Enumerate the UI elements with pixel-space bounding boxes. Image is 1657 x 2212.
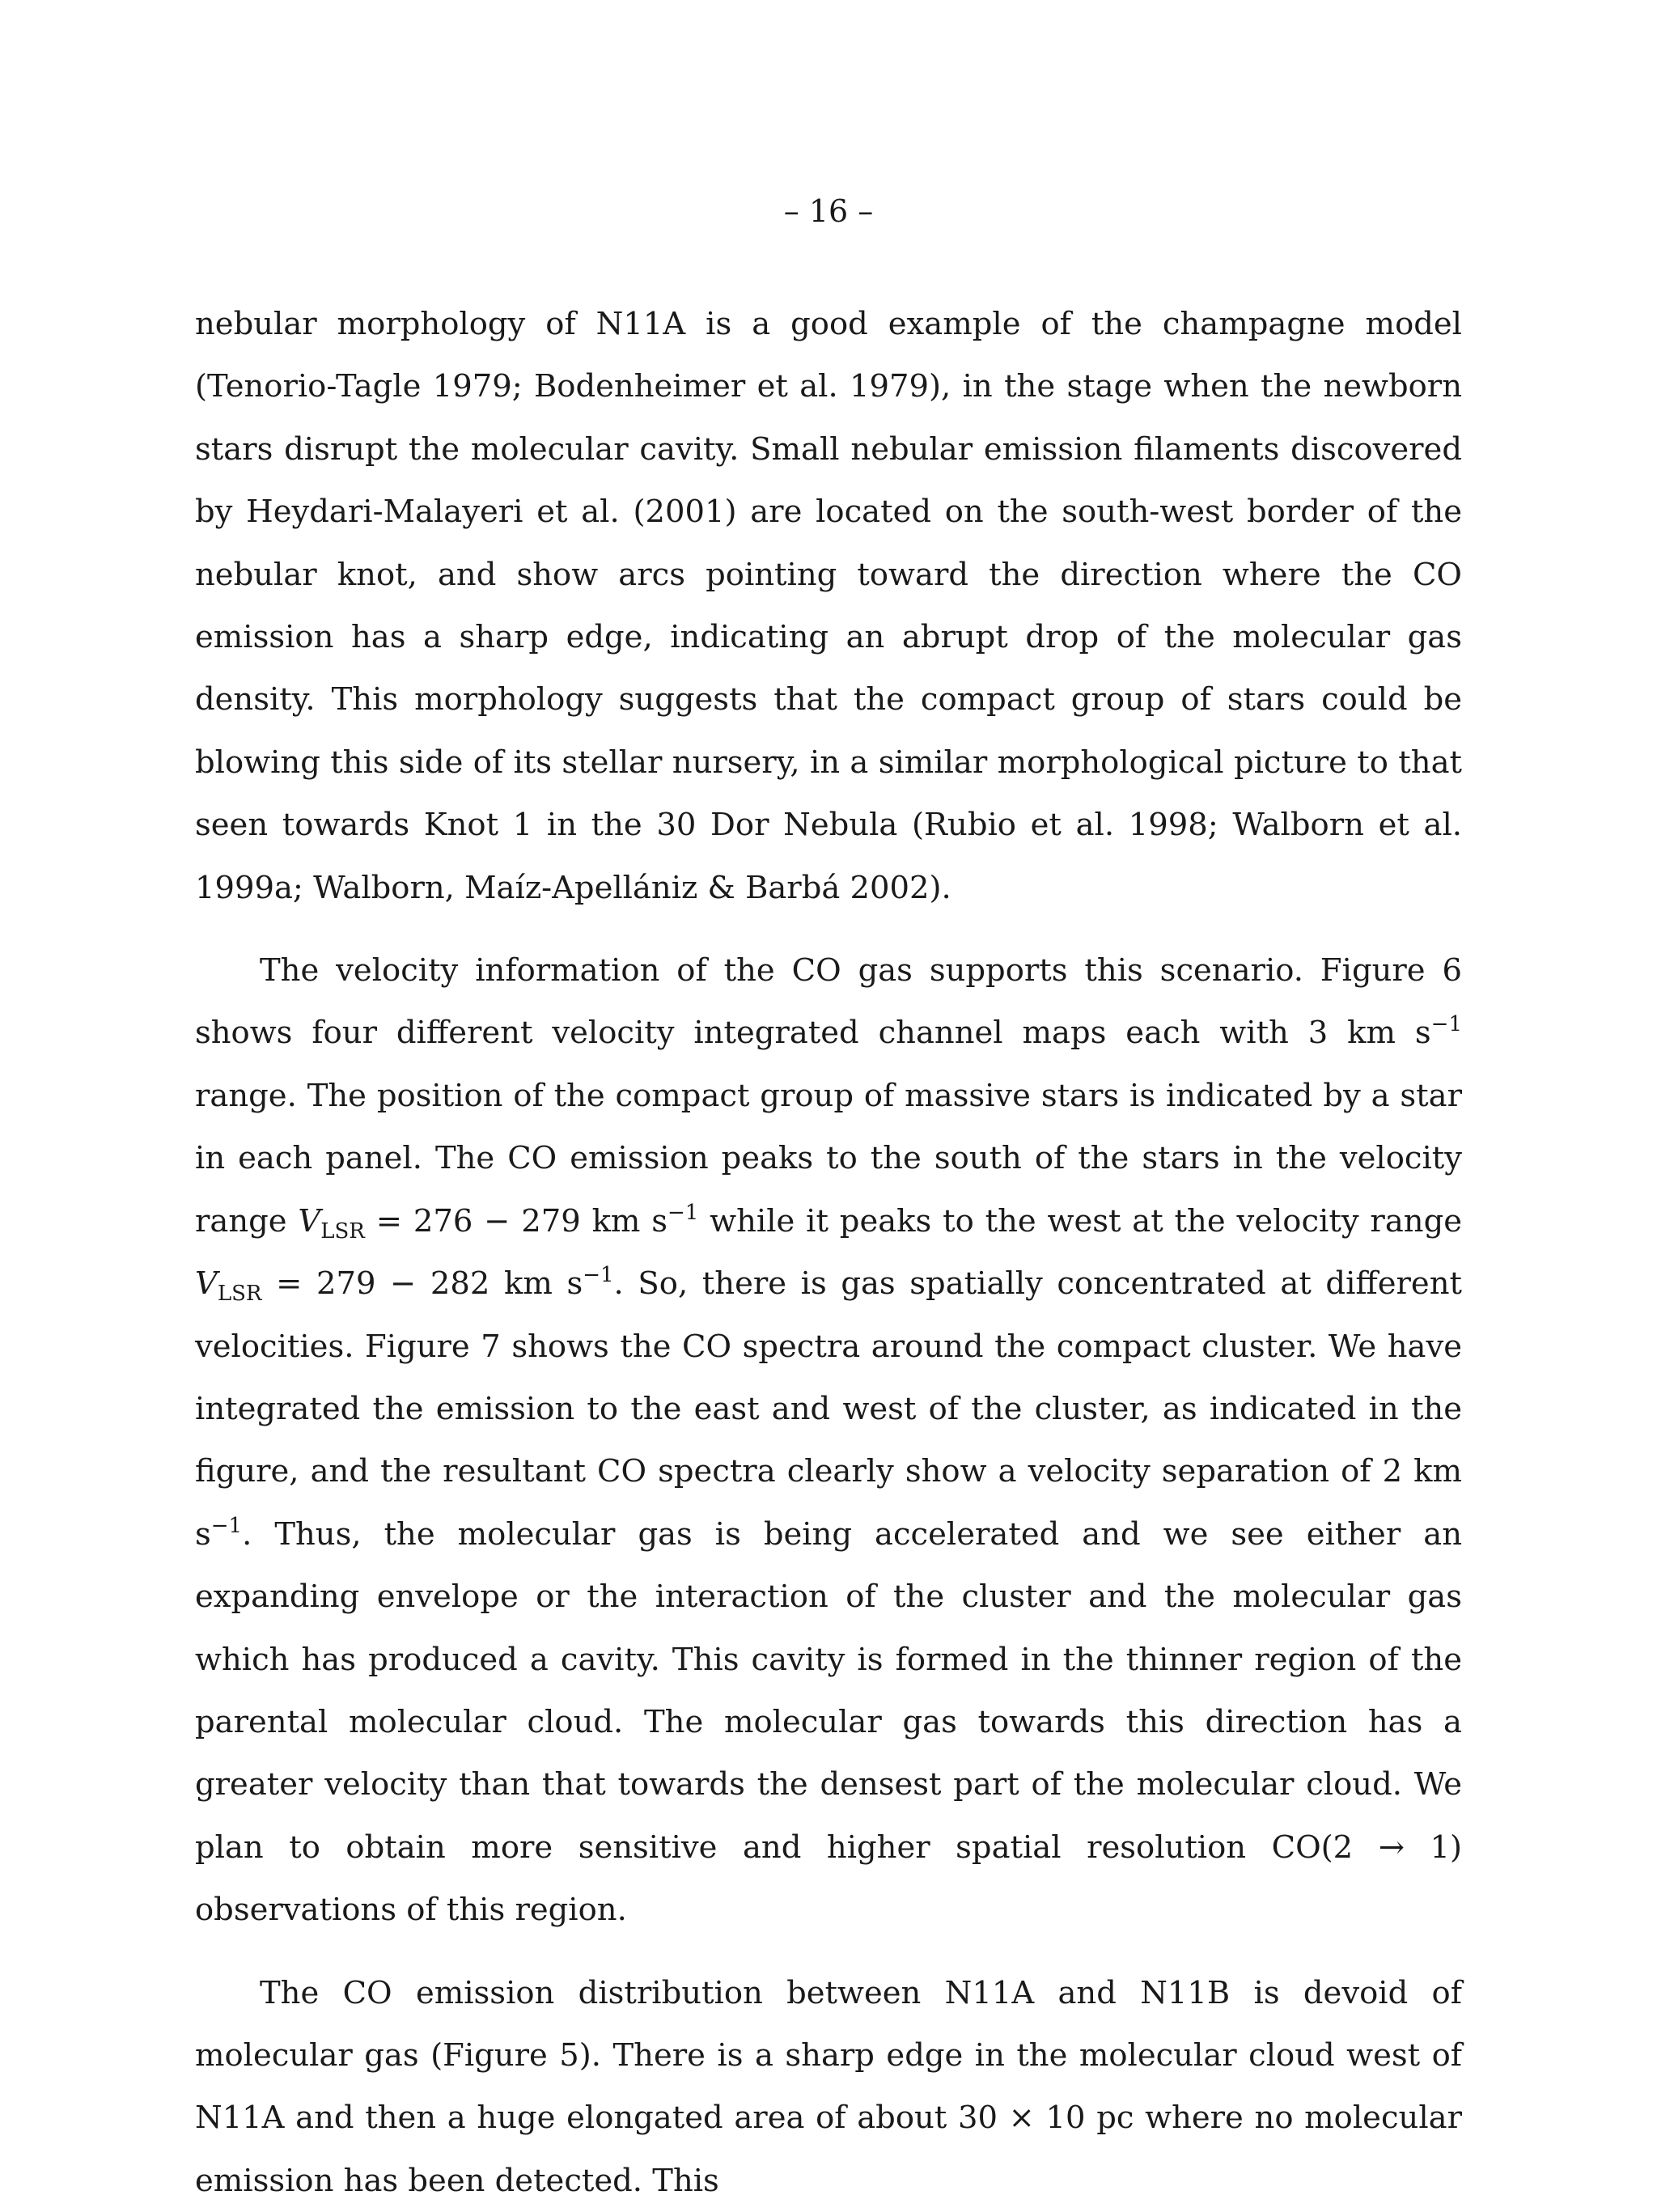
paragraph-2-text-3: = 276 − 279 km s: [364, 1202, 668, 1239]
superscript-exponent: −1: [583, 1263, 614, 1288]
paragraph-2-text-1: The velocity information of the CO gas supports this scenario. Figure 6 shows four different velocity integrated channel maps each with 3 km s: [195, 952, 1462, 1052]
velocity-symbol: V: [195, 1265, 218, 1303]
paragraph-2-text-4: while it peaks to the west at the velocity range: [698, 1202, 1462, 1239]
velocity-symbol: V: [298, 1202, 321, 1239]
subscript-lsr: LSR: [217, 1282, 262, 1307]
paragraph-2: [195, 939, 1462, 1942]
superscript-exponent: −1: [210, 1513, 243, 1538]
paragraph-2-text-5: = 279 − 282 km s: [261, 1265, 583, 1303]
body-text: [195, 293, 1462, 2212]
paragraph-3: The CO emission distribution between N11A and N11B is devoid of molecular gas (Figure 5). There is a sharp edge in the molecular cloud west of N11A and then a huge elongated area of about 30 × 10 pc where no molecular emission has been detected. This: [195, 1974, 1462, 2199]
subscript-lsr: LSR: [320, 1218, 365, 1244]
paragraph-2-text-6: . So, there is gas spatially concentrated at different velocities. Figure 7 shows the CO spectra around the compact cluster. We have integrated the emission to the east and west of the cluster, as indicated in the figure, and the resultant CO spectra clearly show a velocity separation of 2 km s: [195, 1265, 1462, 1553]
superscript-exponent: −1: [1430, 1012, 1462, 1037]
page-number: – 16 –: [783, 193, 874, 229]
paragraph-2-text-7: . Thus, the molecular gas is being accelerated and we see either an expanding envelope or the interaction of the cluster and the molecular gas which has produced a cavity. This cavity is formed in the thinner region of the parental molecular cloud. The molecular gas towards this direction has a greater velocity than that towards the densest part of the molecular cloud. We plan to obtain more sensitive and higher spatial resolution CO(2 → 1) observations of this region.: [195, 1515, 1462, 1929]
paragraph-2-text-2: range. The position of the compact group of massive stars is indicated by a star in each panel. The CO emission peaks to the south of the stars in the velocity range: [195, 1077, 1462, 1239]
superscript-exponent: −1: [667, 1200, 699, 1225]
paragraph-1: nebular morphology of N11A is a good example of the champagne model (Tenorio-Tagle 1979; Bodenheimer et al. 1979), in the stage when the newborn stars disrupt the molecular cavity. Small nebular emission filaments discovered by Heydari-Malayeri et al. (2001) are located on the south-west border of the nebular knot, and show arcs pointing toward the direction where the CO emission has a sharp edge, indicating an abrupt drop of the molecular gas density. This morphology suggests that the compact group of stars could be blowing this side of its stellar nursery, in a similar morphological picture to that seen towards Knot 1 in the 30 Dor Nebula (Rubio et al. 1998; Walborn et al. 1999a; Walborn, Maíz-Apellániz & Barbá 2002).: [195, 306, 1462, 906]
